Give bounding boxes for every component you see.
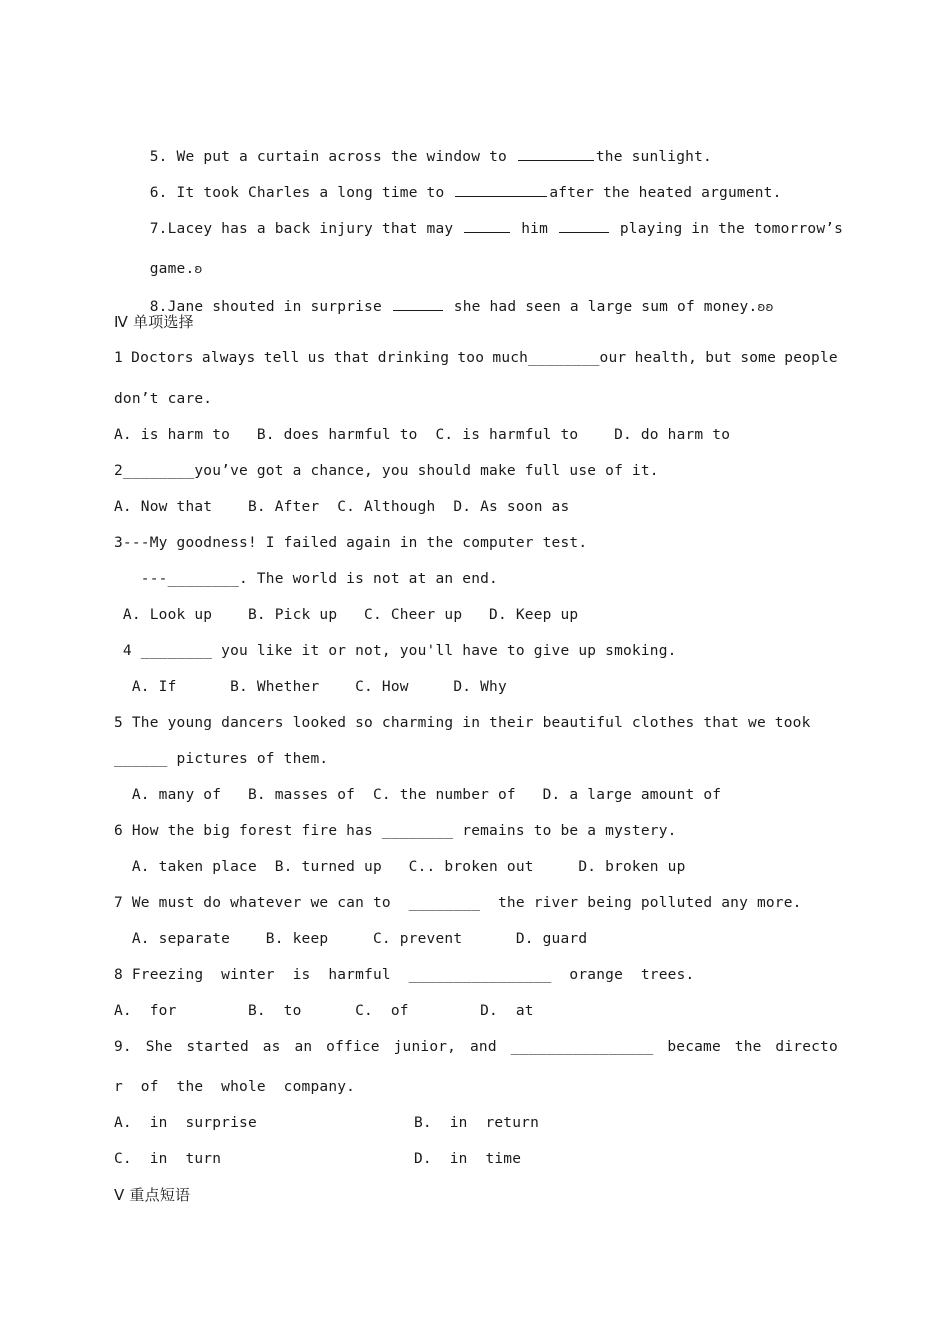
question-5-line-2: ______ pictures of them. bbox=[114, 751, 329, 767]
word: drinking bbox=[377, 350, 450, 366]
question-9-line-2: r of the whole company. bbox=[114, 1079, 356, 1095]
word: the bbox=[734, 1039, 762, 1055]
question-6-options: A. taken place B. turned up C.. broken out D. broken up bbox=[114, 859, 686, 875]
item-text: 6. It took Charles a long time to bbox=[149, 185, 454, 201]
question-9-option-b: B. in return bbox=[414, 1115, 540, 1131]
word: much________our bbox=[492, 350, 627, 366]
item-text: 8.Jane shouted in surprise bbox=[149, 299, 391, 315]
word: She bbox=[145, 1039, 173, 1055]
item-text: 5. We put a curtain across the window to bbox=[149, 149, 516, 165]
answer-blank[interactable] bbox=[455, 182, 547, 197]
question-1-line-1 bbox=[114, 349, 838, 367]
question-8: 8 Freezing winter is harmful ________________ orange trees. bbox=[114, 967, 695, 983]
answer-blank[interactable] bbox=[559, 218, 609, 233]
answer-blank[interactable]: ________________ bbox=[510, 1039, 654, 1055]
question-9-option-d: D. in time bbox=[414, 1151, 522, 1167]
question-1-options: A. is harm to B. does harmful to C. is harmful to D. do harm to bbox=[114, 427, 731, 443]
word: that bbox=[333, 350, 370, 366]
fill-in-item-7 bbox=[114, 200, 843, 256]
word: always bbox=[201, 350, 256, 366]
answer-blank[interactable] bbox=[518, 146, 594, 161]
item-text: game. bbox=[149, 261, 195, 277]
question-1-line-2: don’t care. bbox=[114, 391, 213, 407]
question-7-options: A. separate B. keep C. prevent D. guard bbox=[114, 931, 588, 947]
question-9-option-a: A. in surprise bbox=[114, 1115, 257, 1131]
word: started bbox=[186, 1039, 249, 1055]
question-2: 2________you’ve got a chance, you should make full use of it. bbox=[114, 463, 659, 479]
word: as bbox=[262, 1039, 281, 1055]
question-9-line-1 bbox=[114, 1038, 838, 1056]
word: Doctors bbox=[131, 350, 194, 366]
question-3: 3---My goodness! I failed again in the computer test. bbox=[114, 535, 588, 551]
word: some bbox=[740, 350, 777, 366]
word: and bbox=[469, 1039, 497, 1055]
decorative-mark-icon: ʚʚ bbox=[757, 300, 774, 314]
word: 9. bbox=[114, 1039, 132, 1055]
question-3-reply: ---________. The world is not at an end. bbox=[114, 571, 498, 587]
word: us bbox=[307, 350, 326, 366]
item-text: him bbox=[512, 221, 557, 237]
question-2-options: A. Now that B. After C. Although D. As soon as bbox=[114, 499, 570, 515]
word: directo bbox=[775, 1039, 838, 1055]
word: but bbox=[705, 350, 733, 366]
item-text: she had seen a large sum of money. bbox=[444, 299, 758, 315]
item-text: 7.Lacey has a back injury that may bbox=[149, 221, 463, 237]
word: became bbox=[667, 1039, 721, 1055]
question-3-options: A. Look up B. Pick up C. Cheer up D. Keep up bbox=[114, 607, 579, 623]
word: too bbox=[457, 350, 485, 366]
question-4-options: A. If B. Whether C. How D. Why bbox=[114, 679, 507, 695]
question-5: 5 The young dancers looked so charming in their beautiful clothes that we took bbox=[114, 715, 811, 731]
item-text: the sunlight. bbox=[595, 149, 712, 165]
question-6: 6 How the big forest fire has ________ remains to be a mystery. bbox=[114, 823, 677, 839]
word: tell bbox=[263, 350, 300, 366]
question-8-options: A. for B. to C. of D. at bbox=[114, 1003, 534, 1019]
question-9-option-c: C. in turn bbox=[114, 1151, 222, 1167]
decorative-mark-icon: ʚ bbox=[194, 262, 203, 276]
question-5-options: A. many of B. masses of C. the number of D. a large amount of bbox=[114, 787, 722, 803]
item-text: playing in the tomorrow’s bbox=[610, 221, 844, 237]
fill-in-item-8 bbox=[114, 278, 774, 334]
item-text: after the heated argument. bbox=[549, 185, 782, 201]
section-5-title: Ⅴ 重点短语 bbox=[114, 1186, 191, 1204]
word: office bbox=[326, 1039, 380, 1055]
word: 1 bbox=[114, 350, 123, 366]
word: an bbox=[294, 1039, 313, 1055]
word: health, bbox=[634, 350, 698, 366]
section-4-title: Ⅳ 单项选择 bbox=[114, 313, 194, 331]
answer-blank[interactable] bbox=[393, 296, 443, 311]
answer-blank[interactable] bbox=[464, 218, 510, 233]
word: junior, bbox=[393, 1039, 457, 1055]
question-4: 4 ________ you like it or not, you'll have to give up smoking. bbox=[114, 643, 677, 659]
word: people bbox=[784, 350, 838, 366]
question-7: 7 We must do whatever we can to ________ the river being polluted any more. bbox=[114, 895, 802, 911]
